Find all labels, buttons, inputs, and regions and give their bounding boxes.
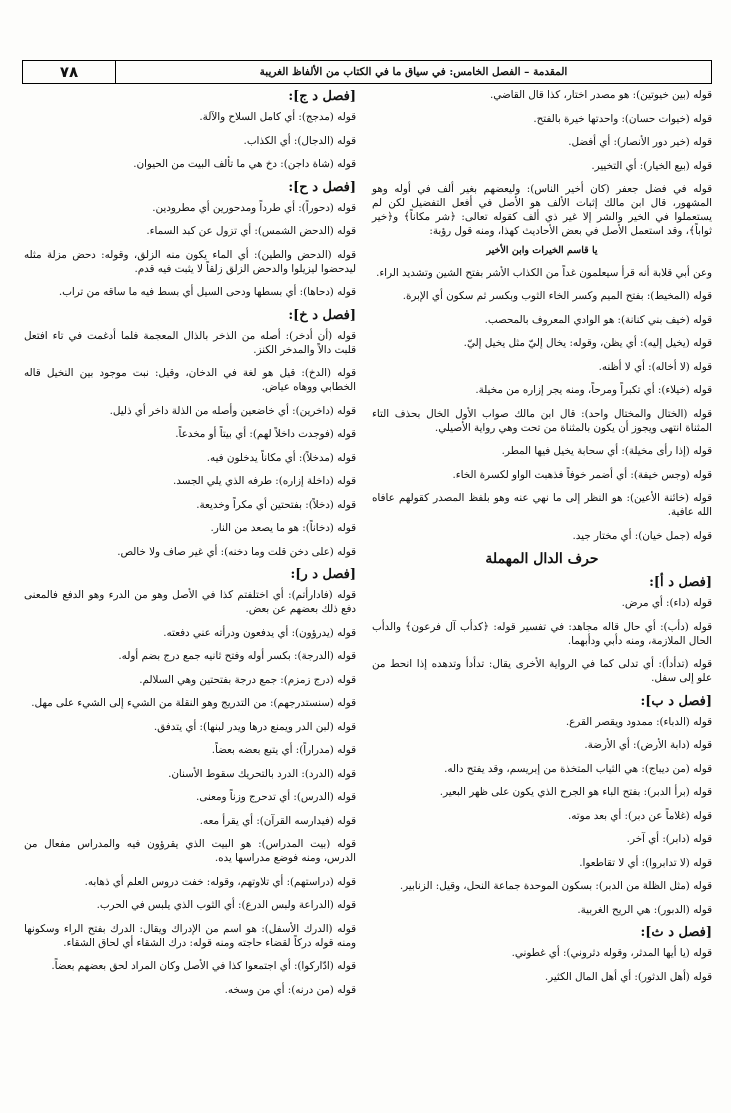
dictionary-entry: قوله (بين خيوتين): هو مصدر اختار، كذا قال القاضي. bbox=[490, 89, 712, 101]
dictionary-entry: قوله (أهل الدثور): أي أهل المال الكثير. bbox=[544, 970, 712, 983]
dictionary-entry: قوله (دخلاً): بفتحتين أي مكراً وخديعة. bbox=[196, 498, 356, 511]
right-column bbox=[372, 88, 712, 993]
dictionary-entry: قوله (ادّاركوا): أي اجتمعوا كذا في الأصل وكان المراد لحق بعضهم بعضاً. bbox=[51, 960, 356, 972]
dictionary-entry: قوله (يا أيها المدثر، وقوله دثروني): أي غطوني. bbox=[511, 947, 712, 959]
section-heading: [فصل د ث]: bbox=[640, 925, 712, 940]
page-number: ٧٨ bbox=[23, 61, 116, 83]
dictionary-entry: قوله (مدجج): أي كامل السلاح والآلة. bbox=[199, 111, 356, 123]
dictionary-entry: قوله (دخاناً): هو ما يصعد من النار. bbox=[210, 522, 356, 534]
dictionary-entry: قوله (فادارأتم): أي اختلفتم كذا في الأصل وهو من الدرء وهو الدفع فالمعنى دفع ذلك بعضهم عن بعض. bbox=[24, 589, 356, 615]
poem-line: يا قاسم الخيرات وابن الأخير bbox=[486, 244, 598, 256]
section-heading: [فصل د ب]: bbox=[640, 693, 712, 709]
dictionary-entry: قوله (مدخلاً): أي مكاناً يدخلون فيه. bbox=[206, 451, 356, 464]
dictionary-entry: قوله (خيوات حسان): واحدتها خيرة بالفتح. bbox=[533, 112, 712, 125]
dictionary-entry: قوله (الختال والمختال واحد): قال ابن مالك صواب الأول الخال بحذف التاء المثناة انتهى ويجوز أن يكون بالمثناة من تحت وهي رواية الأصيلي. bbox=[372, 407, 712, 434]
dictionary-entry: قوله (خائنة الأعين): هو النظر إلى ما نهي عنه وهو بلفظ المصدر كقولهم عافاه الله عافية. bbox=[372, 492, 712, 518]
dictionary-entry: قوله (يدرؤون): أي يدفعون ودرأته عني دفعته. bbox=[163, 626, 356, 639]
dictionary-entry: قوله (برأ الدبر): بفتح الباء هو الجرح الذي يكون على ظهر البعير. bbox=[439, 786, 712, 798]
dictionary-entry: قوله (شاة داجن): دخ هي ما تألف البيت من الحيوان. bbox=[133, 158, 356, 170]
dictionary-entry: قوله (مدراراً): أي يتبع بعضه بعضاً. bbox=[211, 744, 356, 756]
dictionary-entry: قوله (دراستهم): أي تلاوتهم، وقوله: خفت دروس العلم أي ذهابه. bbox=[84, 875, 356, 888]
dictionary-entry: قوله (دابة الأرض): أي الأرضة. bbox=[584, 739, 712, 751]
dictionary-entry: قوله (الدرك الأسفل): هو اسم من الإدراك ويقال: الدرك بفتح الراء وسكونها ومنه قوله دركاً لقضاء حاجته ومنه قوله: درك الشقاء أي لحاق الشقاء. bbox=[24, 922, 356, 949]
dictionary-entry: قوله (من ديباج): هي الثياب المتخذة من إبريسم، وقد يفتح داله. bbox=[444, 762, 712, 775]
running-title: المقدمة – الفصل الخامس: في سياق ما في الكتاب من الألفاظ الغريبة bbox=[259, 66, 568, 78]
dictionary-entry: قوله (فيدارسه القرآن): أي يقرأ معه. bbox=[199, 814, 356, 827]
dictionary-entry: قوله (الدجال): أي الكذاب. bbox=[243, 134, 356, 147]
dictionary-entry: قوله (داخرين): أي خاضعين وأصله من الذلة داخر أي ذليل. bbox=[109, 404, 356, 417]
dictionary-entry: قوله (لبن الدر ويمنع درها ويدر لبنها): أي يتدفق. bbox=[153, 720, 356, 733]
dictionary-entry: قوله (الدراعة ولبس الدرع): أي الثوب الذي يلبس في الحرب. bbox=[96, 899, 356, 911]
dictionary-entry: قوله (تدأدأ): أي تدلى كما في الرواية الأخرى يقال: تدأدأ وتدهده إذا انحط من علو إلى سفل. bbox=[372, 658, 712, 684]
dictionary-entry: قوله (الدحض والطين): أي الماء يكون منه الزلق، وقوله: دحض مزلة مثله ليدحضوا ليزيلوا والدحض الزلق زلقاً لا يثبت فيه قدم. bbox=[24, 248, 356, 275]
section-heading: [فصل د ر]: bbox=[290, 567, 356, 582]
dictionary-entry: قوله (دحوراً): أي طرداً ومدحورين أي مطرودين. bbox=[152, 201, 356, 214]
dictionary-entry: قوله (خيف بني كنانة): هو الوادي المعروف بالمحصب. bbox=[484, 313, 712, 326]
dictionary-entry: قوله (الدرد): الدرد بالتحريك سقوط الأسنان. bbox=[168, 767, 356, 780]
dictionary-entry: قوله (الدرجة): بكسر أوله وفتح ثانيه جمع درج بضم أوله. bbox=[118, 650, 356, 662]
dictionary-entry: قوله (داخلة إزاره): طرفه الذي يلي الجسد. bbox=[173, 475, 356, 487]
dictionary-entry: قوله (سنستدرجهم): من التدريج وهو النقلة من الشيء إلى الشيء على مهل. bbox=[31, 697, 356, 709]
dictionary-entry: قوله (وجس خيفة): أي أضمر خوفاً فذهبت الواو لكسرة الخاء. bbox=[452, 468, 712, 481]
dictionary-entry: قوله (الدرس): أي تدحرج وزناً ومعنى. bbox=[196, 791, 356, 803]
dictionary-entry: قوله (إذا رأى مخيلة): أي سحابة يخيل فيها المطر. bbox=[501, 445, 712, 457]
dictionary-entry: قوله في فضل جعفر (كان أخير الناس): وليعضهم بغير ألف في أوله وهو المشهور، قال ابن مالك إثبات الألف هو الأصل في أفعل التفضيل لكن لم يستعملوا في الخير والشر إلا غير ذي ألف كقوله تعالى: ﴿شر مكاناً﴾ و﴿خير ثواباً﴾، وقد استعمل الأصل في بعض الأحاديث كهذا، ومنه قول رؤبة: bbox=[372, 183, 712, 237]
section-heading: [فصل د ح]: bbox=[288, 179, 356, 195]
dictionary-entry: قوله (دأب): أي حال قاله مجاهد: في تفسير قوله: ﴿كدأب آل فرعون﴾ والدأب الحال الملازمة، ومنه دأبي ودأبهما. bbox=[372, 620, 712, 647]
dictionary-entry: قوله (المخيط): بفتح الميم وكسر الخاء الثوب وبكسر ثم سكون أي الإبرة. bbox=[402, 290, 712, 302]
dictionary-entry: قوله (دحاها): أي بسطها ودحى السيل أي بسط فيه ما ساقه من تراب. bbox=[58, 286, 356, 298]
dictionary-entry: قوله (داء): أي مرض. bbox=[621, 597, 712, 609]
section-heading: [فصل د ج]: bbox=[288, 89, 356, 104]
dictionary-entry: قوله (خيلاء): أي تكبراً ومرحاً، ومنه يجر إزاره من مخيلة. bbox=[475, 384, 712, 396]
dictionary-entry: قوله (أن أدخر): أصله من الذخر بالذال المعجمة فلما أدغمت في تاء افتعل قلبت دالاً والمدخر الكنز. bbox=[24, 329, 356, 356]
dictionary-entry: قوله (الدخ): قيل هو لغة في الدخان، وقيل: نبت موجود بين النخيل قاله الخطابي ووهاه عياض. bbox=[24, 367, 356, 393]
dictionary-entry: قوله (فوجدت داخلاً لهم): أي بيتاً أو مخدعاً. bbox=[175, 428, 356, 440]
dictionary-entry: قوله (الدحض الشمس): أي تزول عن كبد السماء. bbox=[146, 225, 356, 237]
section-heading: [فصل د أ]: bbox=[649, 575, 712, 590]
dictionary-entry: قوله (دابر): أي آخر. bbox=[626, 833, 712, 845]
section-heading: [فصل د خ]: bbox=[288, 307, 356, 323]
chapter-heading: حرف الدال المهملة bbox=[485, 551, 599, 567]
dictionary-entry: قوله (يخيل إليه): أي يظن، وقوله: يخال إليّ مثل يخيل إليّ. bbox=[463, 337, 712, 349]
dictionary-entry: قوله (على دخن قلت وما دخنه): أي غير صاف ولا خالص. bbox=[117, 545, 356, 558]
dictionary-entry: قوله (بيع الخيار): أي التخيير. bbox=[591, 159, 712, 172]
left-column bbox=[24, 88, 356, 1006]
dictionary-entry: قوله (درج زمزم): جمع درجة بفتحتين وهي السلالم. bbox=[139, 673, 356, 686]
dictionary-entry: قوله (الدبور): هي الريح الغربية. bbox=[577, 903, 712, 916]
dictionary-entry: وعن أبي قلابة أنه قرأ سيعلمون غداً من الكذاب الأشر بفتح الشين وتشديد الراء. bbox=[376, 266, 712, 279]
dictionary-entry: قوله (جمل خيان): أي مختار جيد. bbox=[572, 529, 712, 542]
dictionary-entry: قوله (لا تدابروا): أي لا تقاطعوا. bbox=[579, 856, 712, 869]
dictionary-entry: قوله (الدباء): ممدود ويقصر القرع. bbox=[565, 715, 712, 728]
dictionary-entry: قوله (غلاماً عن دبر): أي بعد موته. bbox=[568, 809, 712, 822]
page-header bbox=[22, 60, 712, 84]
dictionary-entry: قوله (من درنه): أي من وسخه. bbox=[224, 983, 356, 996]
dictionary-entry: قوله (مثل الظلة من الدبر): بسكون الموحدة جماعة النحل، وقيل: الزنابير. bbox=[399, 880, 712, 892]
dictionary-entry: قوله (خير دور الأنصار): أي أفضل. bbox=[568, 136, 712, 148]
dictionary-entry: قوله (لا أخاله): أي لا أظنه. bbox=[598, 360, 712, 373]
dictionary-entry: قوله (بيت المدراس): هو البيت الذي يقرؤون فيه والمدراس مفعال من الدرس، ومنه فوضع مدراسها يده. bbox=[24, 838, 356, 864]
